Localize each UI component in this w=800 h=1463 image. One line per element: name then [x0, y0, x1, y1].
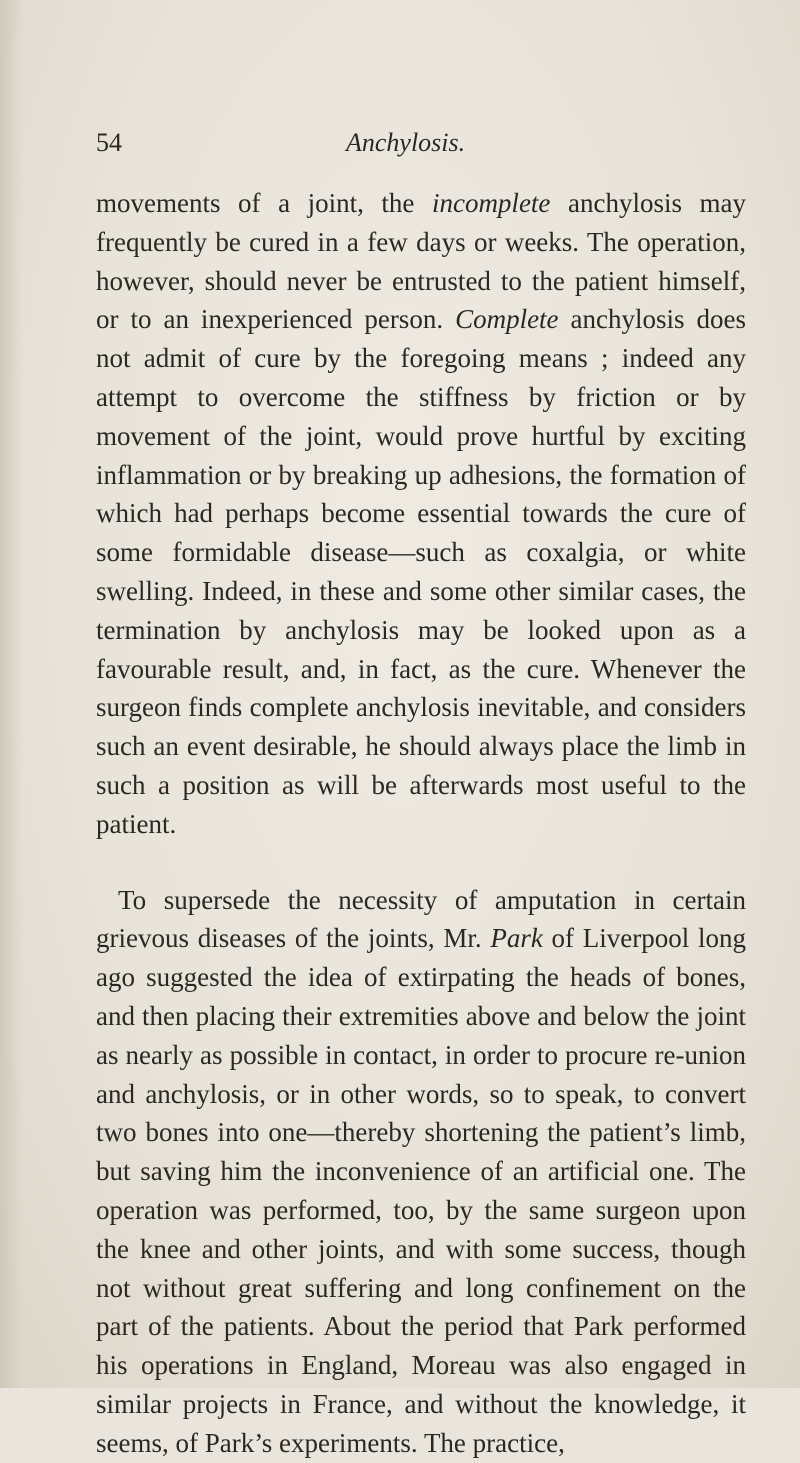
text-segment: To supersede the necessity of amputation in certain grievous diseases of the joints, Mr.: [96, 884, 746, 954]
text-segment-italic: incomplete: [431, 188, 551, 218]
text-segment-italic: Park: [490, 923, 543, 954]
paragraph-2: [96, 881, 746, 1463]
text-segment: of Liverpool long ago suggested the idea of extirpating the heads of bones, and then placing their extremities above and below the joint as nearly as possible in contact, in order to procure re-union and anchylosis, or in other words, so to speak, to convert two bones into one—thereby shortening the patient’s limb, but saving him the inconvenience of an artificial one. The operation was performed, too, by the same surgeon upon the knee and other joints, and with some success, though not without great suffering and long confinement on the part of the patients. About the period that Park performed his operations in England, Moreau was also engaged in similar projects in France, and without the knowledge, it seems, of Park’s experiments. The practice,: [96, 923, 746, 1458]
text-segment: anchylosis may frequently be cured in a few days or weeks. The operation, however, should never be entrusted to the patient himself, or to an inexperienced person.: [96, 188, 746, 335]
paragraph-1: [96, 184, 746, 844]
text-segment: anchylosis does not admit of cure by the foregoing means ; indeed any attempt to overcome the stiffness by friction or by movement of the joint, would prove hurtful by exciting inflammation or by breaking up adhesions, the formation of which had perhaps become essential towards the cure of some formidable disease—such as coxalgia, or white swelling. Indeed, in these and some other similar cases, the termination by anchylosis may be looked upon as a favourable result, and, in fact, as the cure. Whenever the surgeon finds complete anchylosis inevitable, and considers such an event desirable, he should always place the limb in such a position as will be afterwards most useful to the patient.: [96, 304, 746, 839]
body-text: [96, 184, 746, 1463]
running-title: Anchylosis.: [346, 128, 466, 157]
gutter-shadow: [0, 0, 22, 1388]
text-segment: movements of a joint, the: [96, 188, 432, 218]
page-number: 54: [96, 128, 122, 157]
page-header: [96, 128, 736, 168]
text-segment-italic: Complete: [455, 304, 559, 335]
